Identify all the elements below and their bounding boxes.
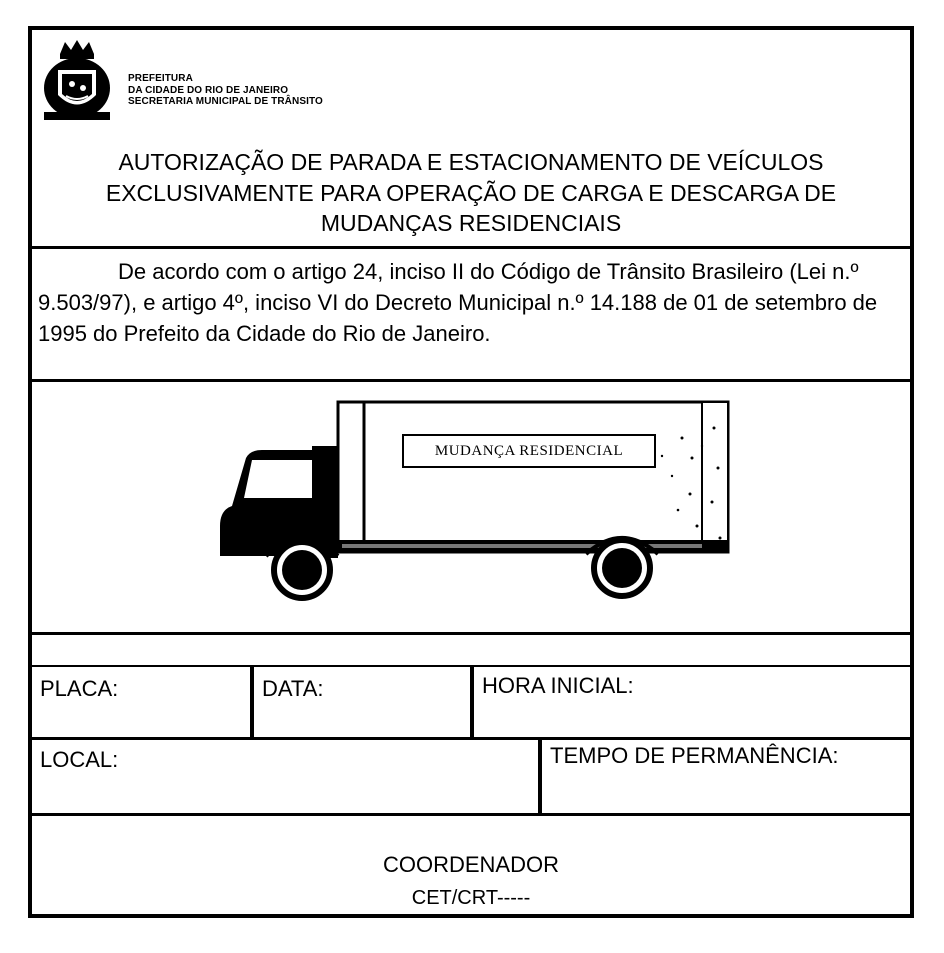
truck-illustration-section <box>32 382 910 635</box>
form-header <box>32 30 910 249</box>
date-label: DATA: <box>262 676 324 701</box>
plate-label: PLACA: <box>40 676 119 701</box>
agency-line: SECRETARIA MUNICIPAL DE TRÂNSITO <box>128 96 323 107</box>
fields-row-1 <box>32 667 910 740</box>
start-time-label: HORA INICIAL: <box>482 673 634 698</box>
department-code: CET/CRT----- <box>411 887 531 909</box>
agency-line: DA CIDADE DO RIO DE JANEIRO <box>128 84 289 96</box>
city-coat-of-arms-icon <box>38 40 116 122</box>
plate-field[interactable] <box>32 667 250 737</box>
signature-section <box>32 816 910 914</box>
agency-name <box>128 73 323 108</box>
form-title <box>32 147 910 239</box>
duration-field[interactable] <box>542 740 910 813</box>
authorization-form <box>28 26 914 918</box>
start-time-field[interactable] <box>474 667 910 737</box>
moving-truck-illustration <box>202 398 742 608</box>
location-field[interactable] <box>32 740 538 813</box>
title-line: MUDANÇAS RESIDENCIAIS <box>320 210 622 236</box>
location-label: LOCAL: <box>40 747 119 772</box>
duration-label: TEMPO DE PERMANÊNCIA: <box>550 743 839 768</box>
blank-row <box>32 635 910 667</box>
title-line: AUTORIZAÇÃO DE PARADA E ESTACIONAMENTO DE VEÍCULOS <box>118 149 824 175</box>
agency-line: PREFEITURA <box>128 73 193 84</box>
legal-basis-section <box>32 249 910 382</box>
coordinator-label: COORDENADOR <box>382 852 559 877</box>
legal-basis-text: De acordo com o artigo 24, inciso II do Código de Trânsito Brasileiro (Lei n.º 9.503/97), e artigo 4º, inciso VI do Decreto Municipal n.º 14.188 de 01 de setembro de 1995 do Prefeito da Cidade do Rio de Janeiro. <box>38 259 878 346</box>
fields-row-2 <box>32 740 910 816</box>
date-field[interactable] <box>254 667 470 737</box>
title-line: EXCLUSIVAMENTE PARA OPERAÇÃO DE CARGA E DESCARGA DE <box>105 179 837 206</box>
truck-sign: MUDANÇA RESIDENCIAL <box>402 434 656 468</box>
